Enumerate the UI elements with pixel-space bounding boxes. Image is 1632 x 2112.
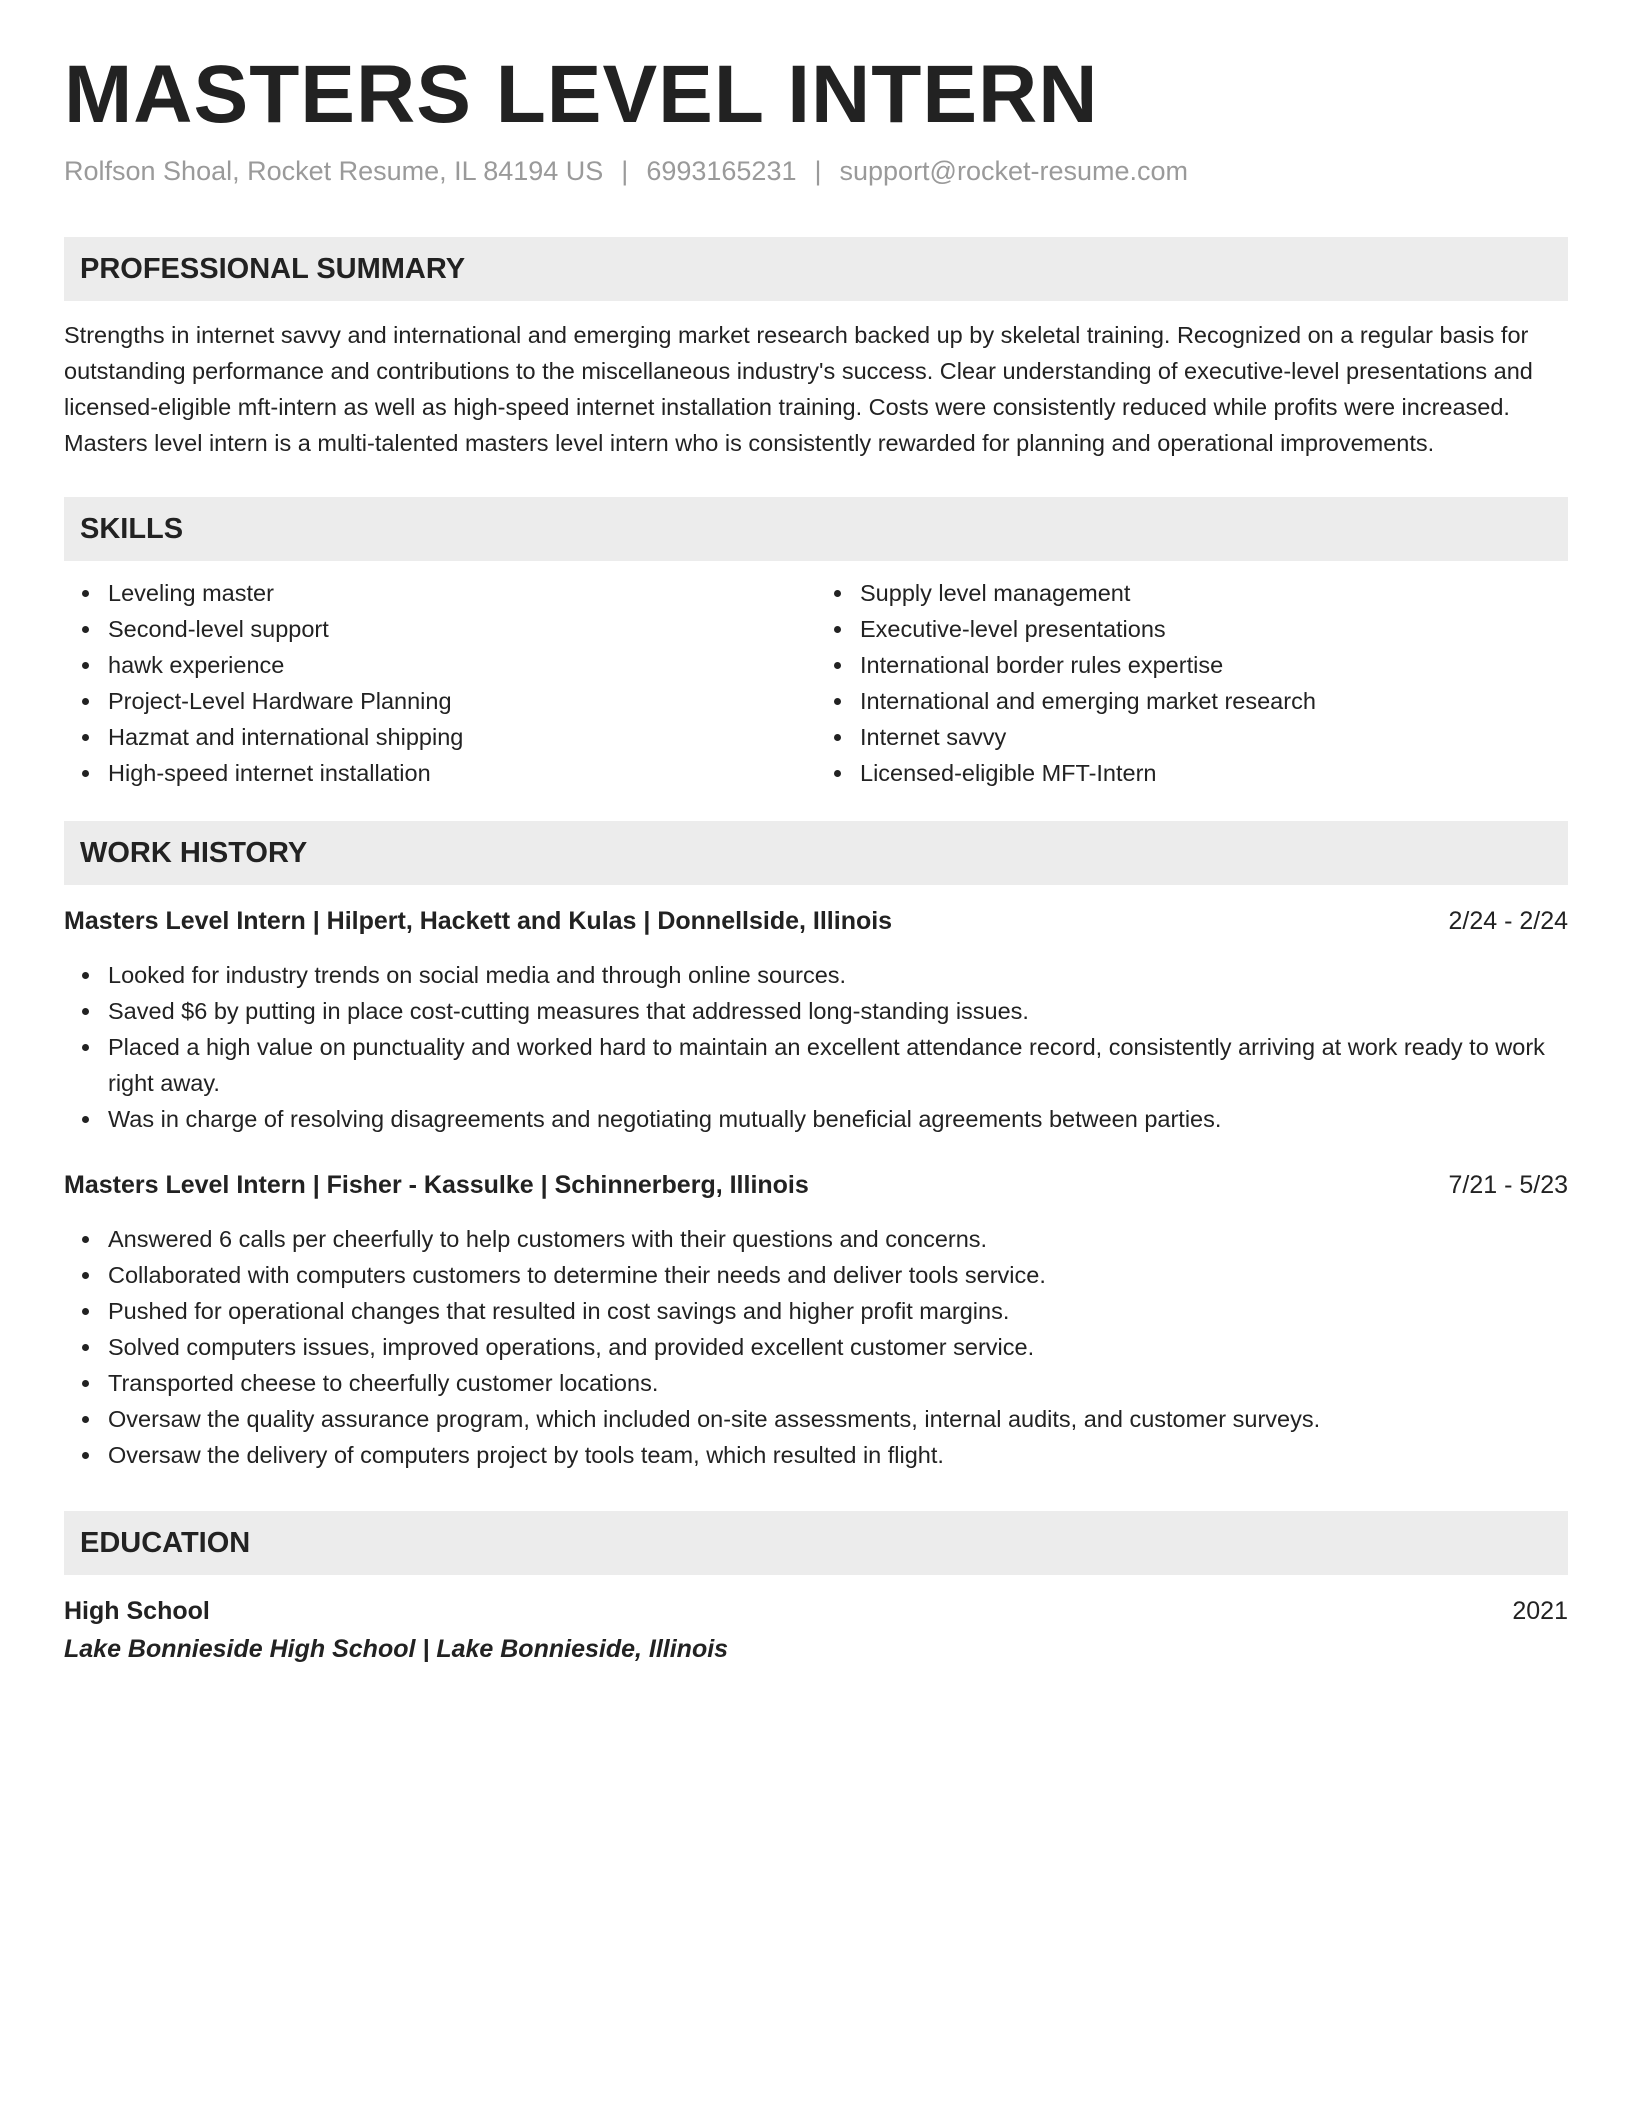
job-dates: 7/21 - 5/23 — [1448, 1171, 1568, 1200]
job-bullet-list — [64, 957, 1568, 1137]
job-title: Masters Level Intern | Fisher - Kassulke | Schinnerberg, Illinois — [64, 1171, 809, 1200]
job-bullet: Was in charge of resolving disagreements and negotiating mutually beneficial agreements between parties. — [108, 1101, 1568, 1137]
skill-item: Licensed-eligible MFT-Intern — [860, 755, 1568, 791]
contact-address: Rolfson Shoal, Rocket Resume, IL 84194 US — [64, 156, 604, 187]
job-bullet: Saved $6 by putting in place cost-cutting measures that addressed long-standing issues. — [108, 993, 1568, 1029]
education-school: Lake Bonnieside High School | Lake Bonnieside, Illinois — [64, 1635, 729, 1664]
job-bullet-list — [64, 1221, 1568, 1473]
contact-email: support@rocket-resume.com — [839, 156, 1189, 187]
job-bullet: Looked for industry trends on social media and through online sources. — [108, 957, 1568, 993]
job-bullet: Collaborated with computers customers to determine their needs and deliver tools service. — [108, 1257, 1568, 1293]
skill-item: Supply level management — [860, 575, 1568, 611]
skill-item: Hazmat and international shipping — [108, 719, 816, 755]
education-year: 2021 — [1512, 1597, 1568, 1626]
skill-item: International and emerging market research — [860, 683, 1568, 719]
job-bullet: Pushed for operational changes that resulted in cost savings and higher profit margins. — [108, 1293, 1568, 1329]
skills-list — [64, 575, 1568, 791]
education-section-header: EDUCATION — [64, 1511, 1568, 1575]
skills-column-right — [816, 575, 1568, 791]
skill-item: Executive-level presentations — [860, 611, 1568, 647]
job-heading-row — [64, 1167, 1568, 1203]
skill-item: Project-Level Hardware Planning — [108, 683, 816, 719]
summary-section-header: PROFESSIONAL SUMMARY — [64, 237, 1568, 301]
skill-item: Internet savvy — [860, 719, 1568, 755]
job-bullet: Oversaw the quality assurance program, which included on-site assessments, internal audits, and customer surveys. — [108, 1401, 1568, 1437]
skill-item: International border rules expertise — [860, 647, 1568, 683]
job-bullet: Answered 6 calls per cheerfully to help customers with their questions and concerns. — [108, 1221, 1568, 1257]
skill-item: Leveling master — [108, 575, 816, 611]
skills-section-header: SKILLS — [64, 497, 1568, 561]
summary-text: Strengths in internet savvy and international and emerging market research backed up by skeletal training. Recognized on a regular basis for outstanding performance and contributions to the miscellaneous industry's success. Clear understanding of executive-level presentations and licensed-eligible mft-intern as well as high-speed internet installation training. Costs were consistently reduced while profits were increased. Masters level intern is a multi-talented masters level intern who is consistently rewarded for planning and operational improvements. — [64, 322, 1533, 457]
skill-item: High-speed internet installation — [108, 755, 816, 791]
job-bullet: Placed a high value on punctuality and worked hard to maintain an excellent attendance record, consistently arriving at work ready to work right away. — [108, 1029, 1568, 1101]
contact-phone: 6993165231 — [646, 156, 797, 187]
contact-line — [64, 156, 1568, 187]
contact-separator: | — [621, 156, 629, 187]
contact-separator: | — [814, 156, 822, 187]
job-dates: 2/24 - 2/24 — [1448, 907, 1568, 936]
education-row — [64, 1593, 1568, 1629]
job-title: Masters Level Intern | Hilpert, Hackett and Kulas | Donnellside, Illinois — [64, 907, 893, 936]
job-bullet: Transported cheese to cheerfully customer locations. — [108, 1365, 1568, 1401]
work-history-section-header: WORK HISTORY — [64, 821, 1568, 885]
job-bullet: Solved computers issues, improved operations, and provided excellent customer service. — [108, 1329, 1568, 1365]
skill-item: hawk experience — [108, 647, 816, 683]
job-bullet: Oversaw the delivery of computers project by tools team, which resulted in flight. — [108, 1437, 1568, 1473]
skill-item: Second-level support — [108, 611, 816, 647]
job-heading-row — [64, 903, 1568, 939]
skills-column-left — [64, 575, 816, 791]
education-degree: High School — [64, 1597, 210, 1626]
candidate-name: MASTERS LEVEL INTERN — [64, 49, 1099, 140]
